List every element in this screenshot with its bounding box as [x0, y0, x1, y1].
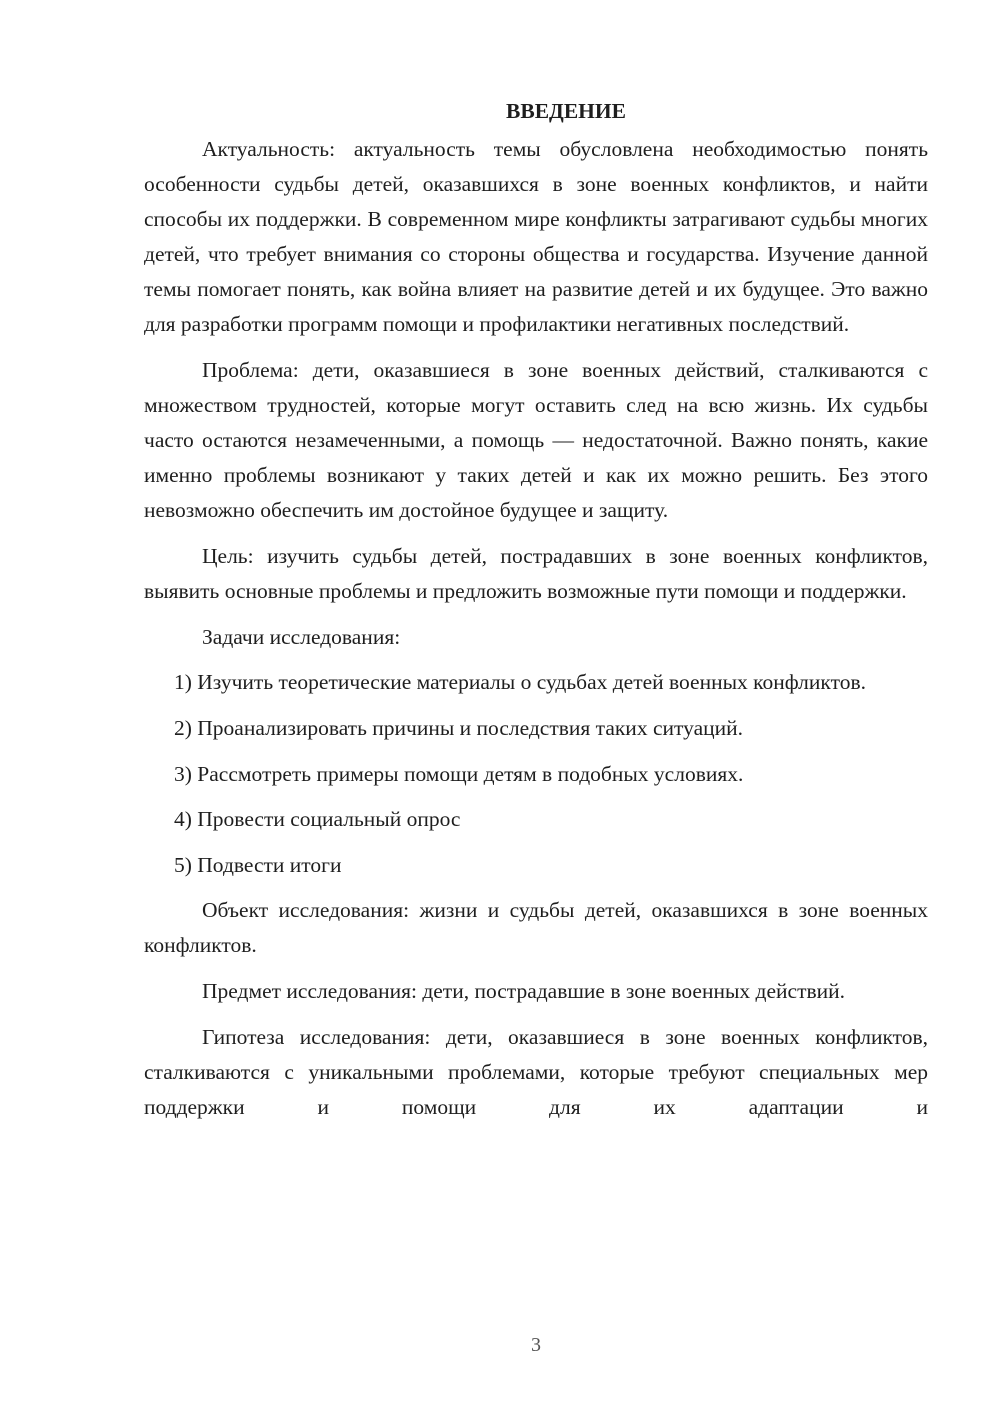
task-item-1: 1) Изучить теоретические материалы о судьбах детей военных конфликтов.: [174, 670, 866, 695]
paragraph-hypothesis: Гипотеза исследования: дети, оказавшиеся в зоне военных конфликтов, сталкиваются с уникальными проблемами, которые требуют специальных мер поддержки и помощи для их адаптации и: [144, 1024, 928, 1119]
paragraph-subject: Предмет исследования: дети, пострадавшие в зоне военных действий.: [202, 978, 846, 1003]
paragraph-relevance: Актуальность: актуальность темы обусловлена необходимостью понять особенности судьбы детей, оказавшихся в зоне военных конфликтов, и найти способы их поддержки. В современном мире конфликты затрагивают судьбы многих детей, что требует внимания со стороны общества и государства. Изучение данной темы помогает понять, как война влияет на развитие детей и их будущее. Это важно для разработки программ помощи и профилактики негативных последствий.: [144, 137, 928, 337]
paragraph-tasks-intro: Задачи исследования:: [202, 624, 401, 649]
page-number: 3: [531, 1334, 541, 1356]
task-item-2: 2) Проанализировать причины и последствия таких ситуаций.: [174, 715, 744, 740]
task-item-5: 5) Подвести итоги: [174, 852, 342, 877]
paragraph-goal: Цель: изучить судьбы детей, пострадавших в зоне военных конфликтов, выявить основные проблемы и предложить возможные пути помощи и поддержки.: [144, 544, 928, 604]
task-item-4: 4) Провести социальный опрос: [174, 807, 461, 832]
paragraph-object: Объект исследования: жизни и судьбы детей, оказавшихся в зоне военных конфликтов.: [144, 898, 928, 958]
section-heading: ВВЕДЕНИЕ: [506, 99, 626, 123]
page-content: [144, 97, 928, 1125]
task-item-3: 3) Рассмотреть примеры помощи детям в подобных условиях.: [174, 761, 744, 786]
paragraph-problem: Проблема: дети, оказавшиеся в зоне военных действий, сталкиваются с множеством трудностей, которые могут оставить след на всю жизнь. Их судьбы часто остаются незамеченными, а помощь — недостаточной. Важно понять, какие именно проблемы возникают у таких детей и как их можно решить. Без этого невозможно обеспечить им достойное будущее и защиту.: [144, 358, 928, 523]
